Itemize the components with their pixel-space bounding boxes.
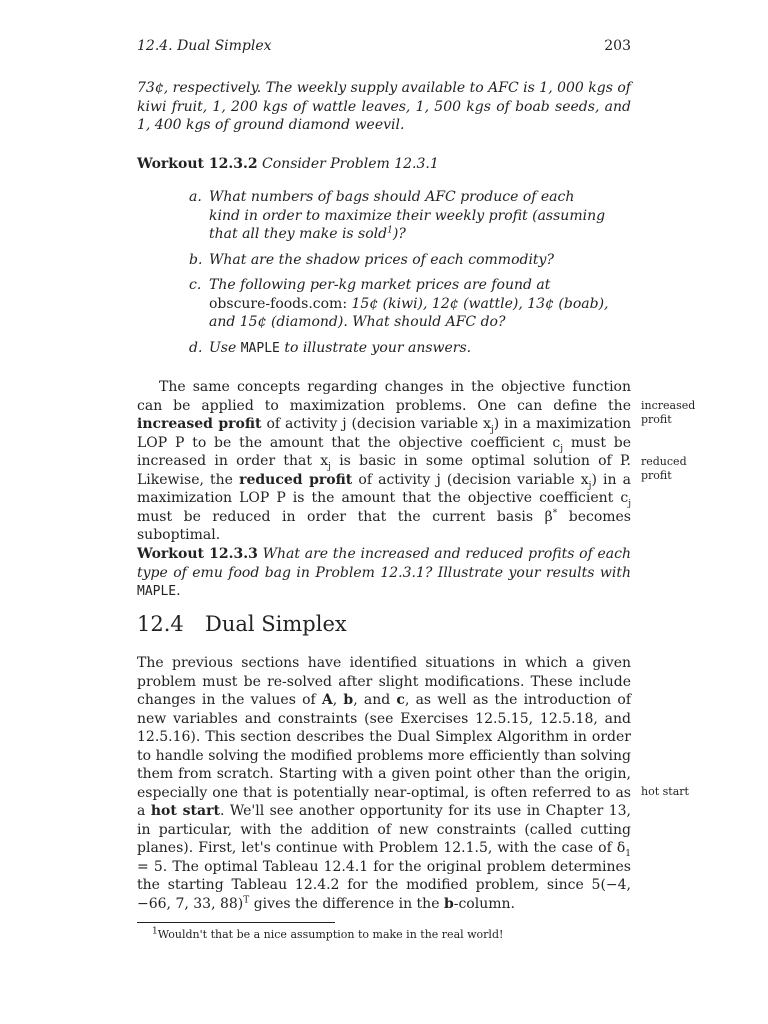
list-item: c. The following per-kg market prices are found at obscure-foods.com: 15¢ (kiwi), 12¢ (wattle), 13¢ (boab), and 15¢ (diamond). What should AFC do? bbox=[189, 277, 609, 330]
term-reduced-profit: reduced profit bbox=[239, 471, 353, 488]
section-number: 12.4 bbox=[137, 612, 184, 636]
dual-simplex-paragraph: The previous sections have identified situations in which a given problem must be re-solved after slight modifications. These include changes in the values of A, b, and c, as well as the introduction of new variables and constraints (see Exercises 12.5.15, 12.5.18, and 12.5.16). This section describes the Dual Simplex Algorithm in order to handle solving the modified problems more efficiently than solving them from scratch. Starting with a given point other than the origin, especially one that is potentially near-optimal, is often referred to as a hot start. We'll see another opportunity for its use in Chapter 13, in particular, with the addition of new constraints (called cutting planes). First, let's continue with Problem 12.1.5, with the case of $\delta_1 = 5$. The optimal Tableau 12.4.1 for the original problem determines the starting Tableau 12.4.2 for the modified problem, since 5(−4, −66, 7, 33, 88)$^T$ gives the difference in the b-column. bbox=[137, 655, 632, 912]
list-item: d. Use MAPLE to illustrate your answers. bbox=[189, 339, 472, 356]
running-header bbox=[137, 38, 631, 54]
workout-text: Consider Problem 12.3.1 bbox=[262, 156, 439, 172]
intro-paragraph: 73¢, respectively. The weekly supply available to AFC is 1, 000 kgs of kiwi fruit, 1, 200 kgs of wattle leaves, 1, 500 kgs of boab seeds, and 1, 400 kgs of ground diamond weevil. bbox=[137, 80, 631, 133]
page-number: 203 bbox=[604, 38, 631, 54]
workout-items bbox=[189, 188, 609, 365]
maple-name: MAPLE bbox=[137, 584, 177, 599]
footnote-mark: 1 bbox=[387, 225, 393, 236]
term-increased-profit: increased profit bbox=[137, 416, 262, 432]
footnote-rule bbox=[137, 922, 335, 923]
workout-12-3-2 bbox=[137, 155, 631, 174]
workout-12-3-3: Workout 12.3.3 What are the increased and reduced profits of each type of emu food bag in Problem 12.3.1? Illustrate your results with MAPLE. bbox=[137, 546, 631, 599]
running-title: 12.4. Dual Simplex bbox=[137, 38, 272, 54]
margin-note-reduced-profit: reduced profit bbox=[641, 455, 687, 482]
maple-name: MAPLE bbox=[240, 340, 280, 356]
list-item: a. What numbers of bags should AFC produce of each kind in order to maximize their weekly profit (assuming that all they make is sold$^1$)? bbox=[189, 189, 606, 242]
term-hot-start: hot start bbox=[150, 803, 220, 819]
list-item: b. What are the shadow prices of each commodity? bbox=[189, 251, 554, 268]
section-heading bbox=[137, 612, 347, 636]
footnote: $^1$Wouldn't that be a nice assumption to make in the real world! bbox=[152, 926, 504, 941]
profit-paragraph: The same concepts regarding changes in the objective function can be applied to maximization problems. One can define the increased profit of activity j (decision variable $x_j$) in a maximization LOP P to be the amount that the objective coefficient $c_j$ must be increased in order that $x_j$ is basic in some optimal solution of P. Likewise, the reduced profit of activity j (decision variable $x_j$) in a maximization LOP P is the amount that the objective coefficient $c_j$ must be reduced in order that the current basis β* becomes suboptimal. bbox=[137, 379, 632, 543]
workout-label: Workout 12.3.2 bbox=[137, 156, 258, 172]
site-name: obscure-foods.com: bbox=[209, 295, 348, 312]
margin-note-hot-start: hot start bbox=[641, 785, 689, 798]
workout-text: What are the increased and reduced profits of each type of emu food bag in Problem 12.3.1? Illustrate your results with bbox=[137, 546, 631, 581]
section-title: Dual Simplex bbox=[205, 612, 347, 636]
workout-label: Workout 12.3.3 bbox=[137, 546, 258, 562]
margin-note-increased-profit: increased profit bbox=[641, 399, 696, 426]
